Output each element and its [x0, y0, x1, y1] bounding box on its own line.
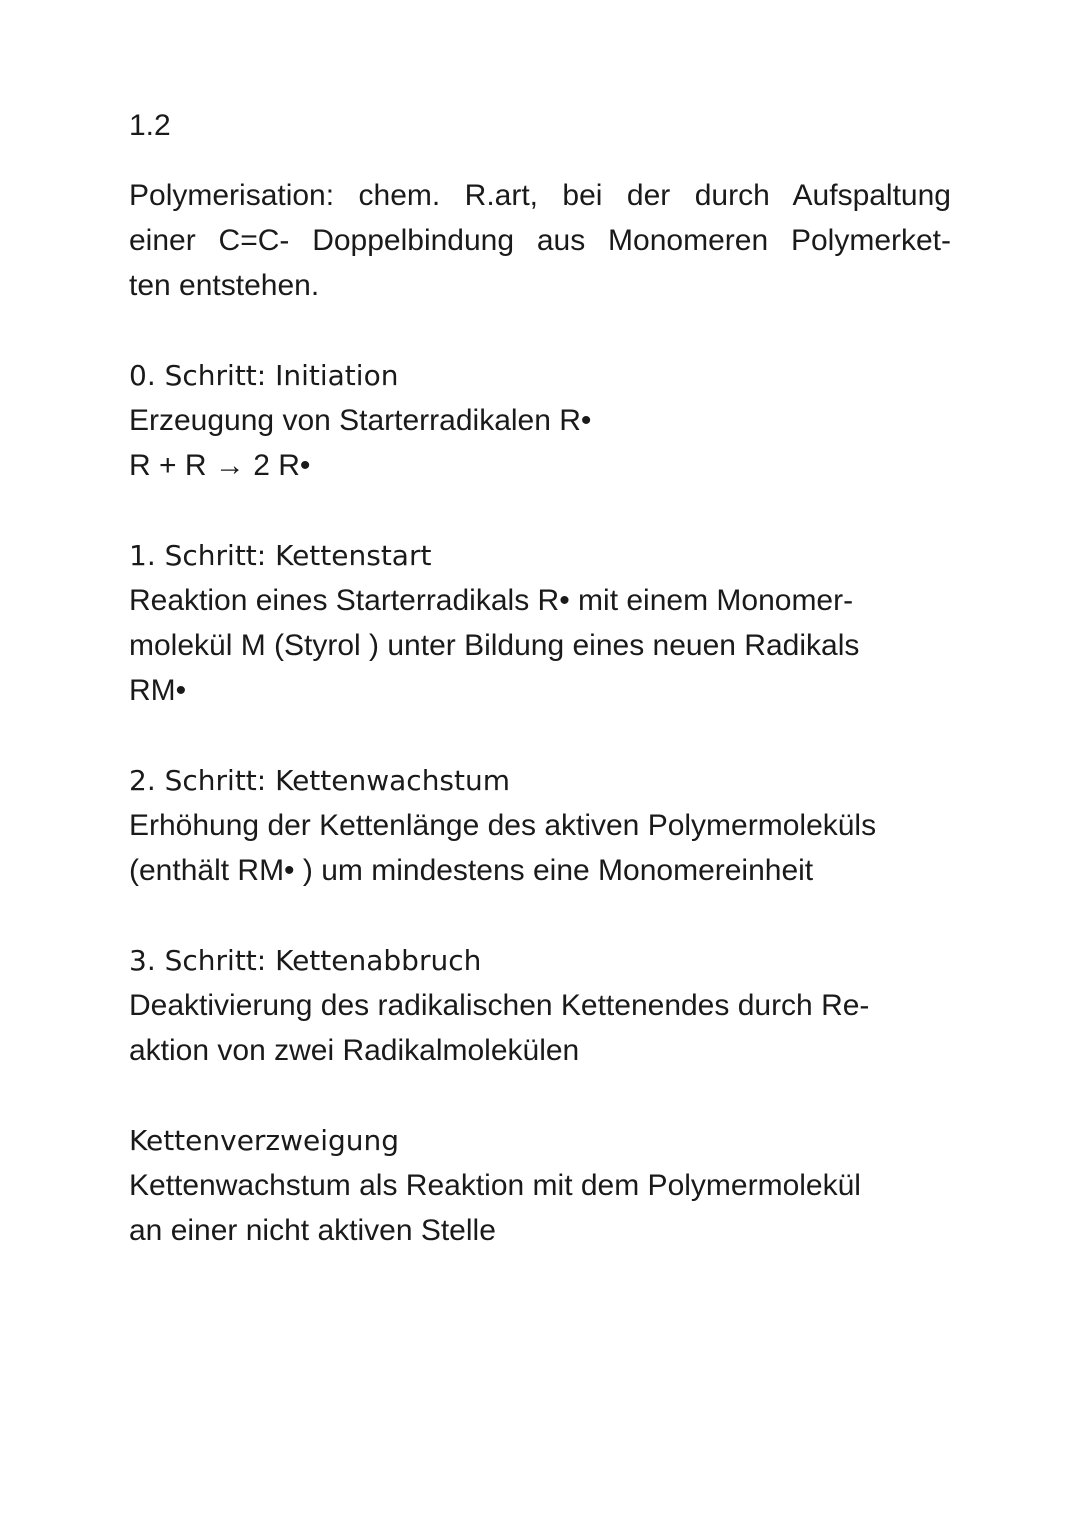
step-text-line: an einer nicht aktiven Stelle: [129, 1214, 496, 1247]
step-title: 3. Schritt: Kettenabbruch: [129, 944, 482, 977]
step-title: 2. Schritt: Kettenwachstum: [129, 764, 511, 797]
document-page: [129, 103, 951, 1253]
step-kettenabbruch: [129, 938, 951, 1073]
reaction-equation: R + R → 2 R•: [129, 449, 311, 482]
step-text-line: Reaktion eines Starterradikals R• mit einem Monomer-: [129, 584, 854, 617]
step-title: 0. Schritt: Initiation: [129, 359, 399, 392]
step-title: Kettenverzweigung: [129, 1124, 400, 1157]
section-number: 1.2: [129, 109, 171, 142]
definition-line: ten entstehen.: [129, 269, 320, 302]
step-text-line: (enthält RM• ) um mindestens eine Monomereinheit: [129, 854, 814, 887]
step-text-line: aktion von zwei Radikalmolekülen: [129, 1034, 580, 1067]
definition-paragraph: [129, 173, 951, 308]
step-kettenstart: [129, 533, 951, 713]
section-kettenverzweigung: [129, 1118, 951, 1253]
step-text-line: molekül M (Styrol ) unter Bildung eines neuen Radikals: [129, 629, 860, 662]
step-text-line: Erhöhung der Kettenlänge des aktiven Polymermoleküls: [129, 809, 877, 842]
definition-line: einer C=C- Doppelbindung aus Monomeren Polymerket-: [129, 224, 951, 257]
step-text-line: Kettenwachstum als Reaktion mit dem Polymermolekül: [129, 1169, 861, 1202]
step-kettenwachstum: [129, 758, 951, 893]
step-text-line: RM•: [129, 674, 187, 707]
step-initiation: [129, 353, 951, 488]
step-text-line: Deaktivierung des radikalischen Kettenendes durch Re-: [129, 989, 870, 1022]
step-text-line: Erzeugung von Starterradikalen R•: [129, 404, 592, 437]
definition-line: Polymerisation: chem. R.art, bei der durch Aufspaltung: [129, 179, 951, 212]
step-title: 1. Schritt: Kettenstart: [129, 539, 432, 572]
